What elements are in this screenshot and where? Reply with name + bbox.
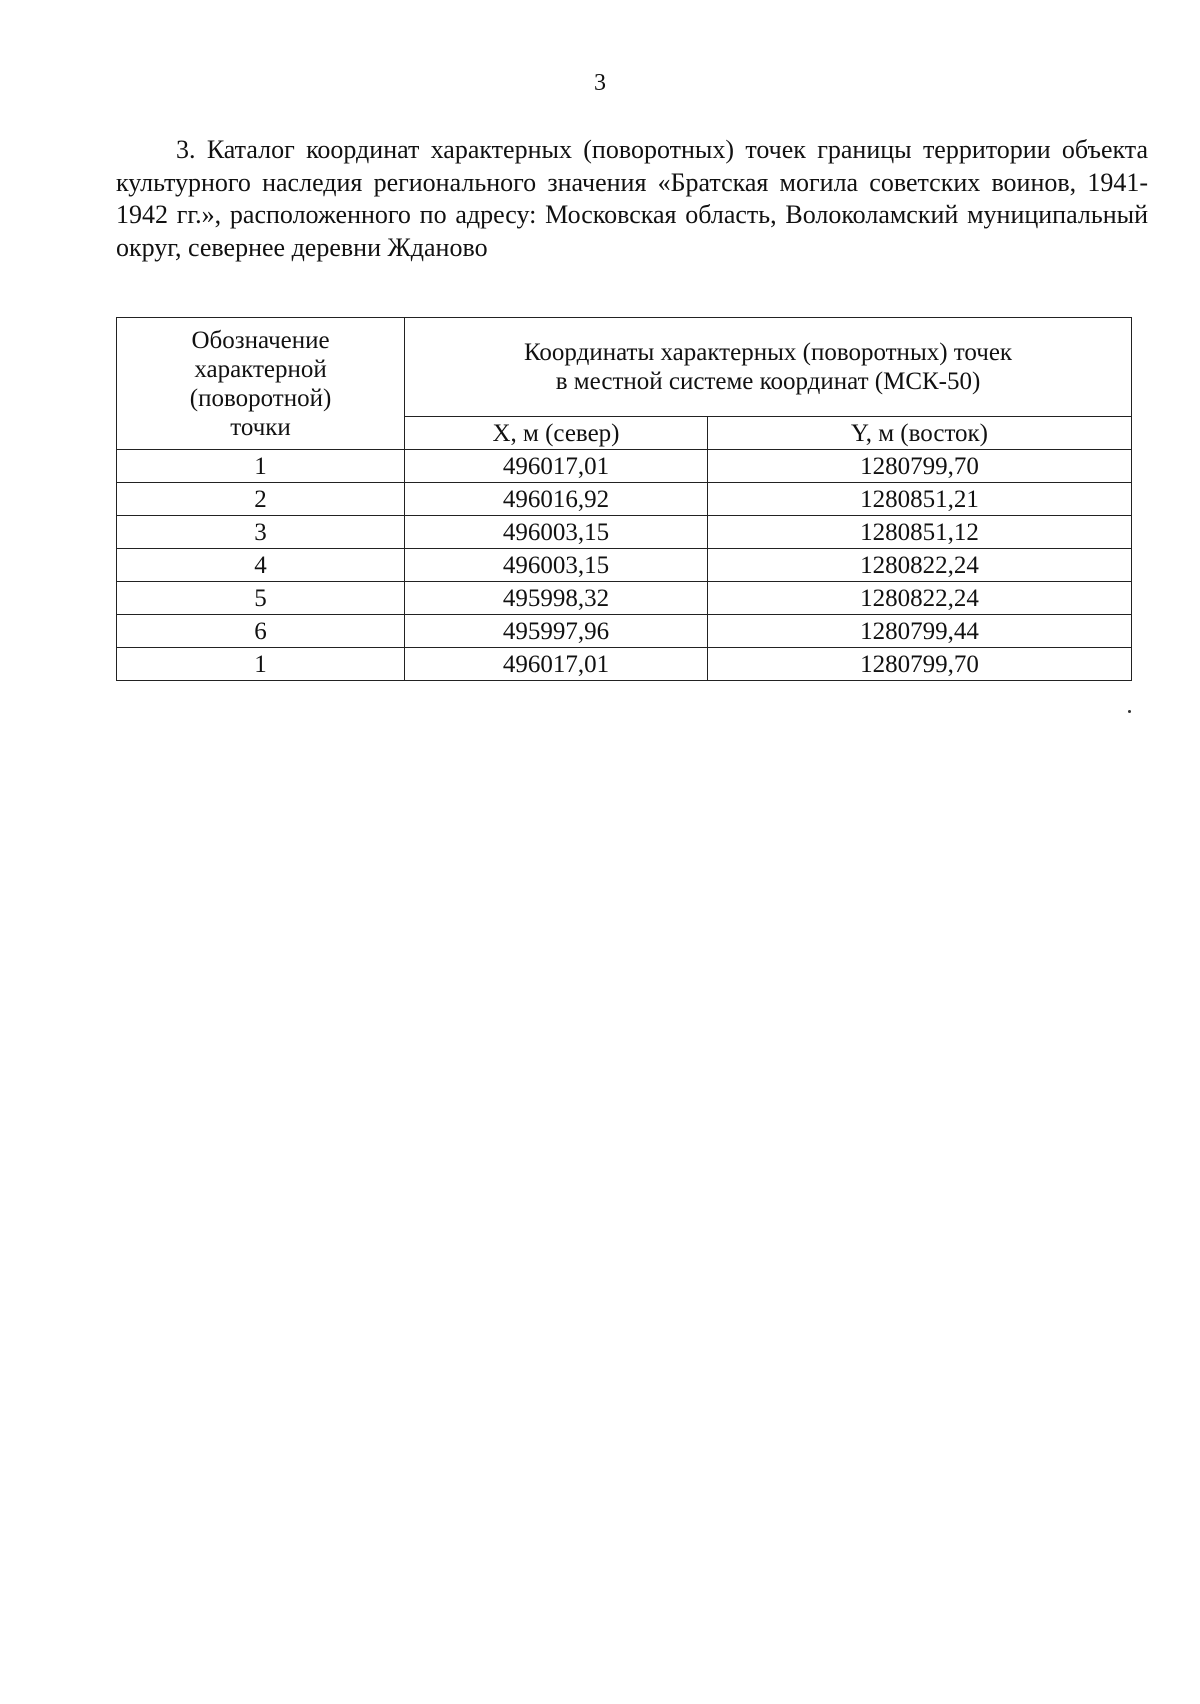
- point-cell: 1: [117, 648, 405, 681]
- point-label-line: Обозначение: [191, 326, 330, 354]
- point-label-header: [117, 318, 405, 450]
- point-cell: 4: [117, 549, 405, 582]
- coords-title-line: в местной системе координат (МСК-50): [555, 368, 981, 395]
- x-column-header: X, м (север): [405, 417, 708, 450]
- x-coordinate-cell: 495998,32: [405, 582, 708, 615]
- table-row: [117, 648, 1132, 681]
- x-coordinate-cell: 496017,01: [405, 648, 708, 681]
- point-cell: 2: [117, 483, 405, 516]
- table-row: [117, 516, 1132, 549]
- coords-title-header: [405, 318, 1132, 417]
- point-label-line: характерной: [194, 355, 327, 383]
- y-coordinate-cell: 1280822,24: [707, 549, 1131, 582]
- y-coordinate-cell: 1280799,70: [707, 648, 1131, 681]
- x-coordinate-cell: 496017,01: [405, 450, 708, 483]
- coordinates-table: [116, 317, 1132, 681]
- y-coordinate-cell: 1280851,21: [707, 483, 1131, 516]
- coords-title-line: Координаты характерных (поворотных) точек: [524, 339, 1013, 366]
- page-number: 3: [594, 70, 606, 96]
- y-coordinate-cell: 1280822,24: [707, 582, 1131, 615]
- point-cell: 6: [117, 615, 405, 648]
- y-column-header: Y, м (восток): [707, 417, 1131, 450]
- y-coordinate-cell: 1280799,44: [707, 615, 1131, 648]
- x-coordinate-cell: 496003,15: [405, 549, 708, 582]
- table-row: [117, 483, 1132, 516]
- table-row: [117, 450, 1132, 483]
- point-label-line: точки: [230, 413, 291, 441]
- intro-paragraph: 3. Каталог координат характерных (поворотных) точек границы территории объекта культурного наследия регионального значения «Братская могила советских воинов, 1941-1942 гг.», расположенного по адресу: Московская область, Волоколамский муниципальный округ, севернее деревни Жданово: [116, 135, 1148, 262]
- y-coordinate-cell: 1280799,70: [707, 450, 1131, 483]
- x-coordinate-cell: 495997,96: [405, 615, 708, 648]
- point-cell: 3: [117, 516, 405, 549]
- table-row: [117, 549, 1132, 582]
- table-row: [117, 582, 1132, 615]
- table-row: [117, 615, 1132, 648]
- x-coordinate-cell: 496003,15: [405, 516, 708, 549]
- point-cell: 5: [117, 582, 405, 615]
- table-body: [117, 450, 1132, 681]
- table-header-row: [117, 318, 1132, 417]
- point-cell: 1: [117, 450, 405, 483]
- scan-speck: [1128, 710, 1131, 713]
- x-coordinate-cell: 496016,92: [405, 483, 708, 516]
- y-coordinate-cell: 1280851,12: [707, 516, 1131, 549]
- point-label-line: (поворотной): [189, 384, 332, 412]
